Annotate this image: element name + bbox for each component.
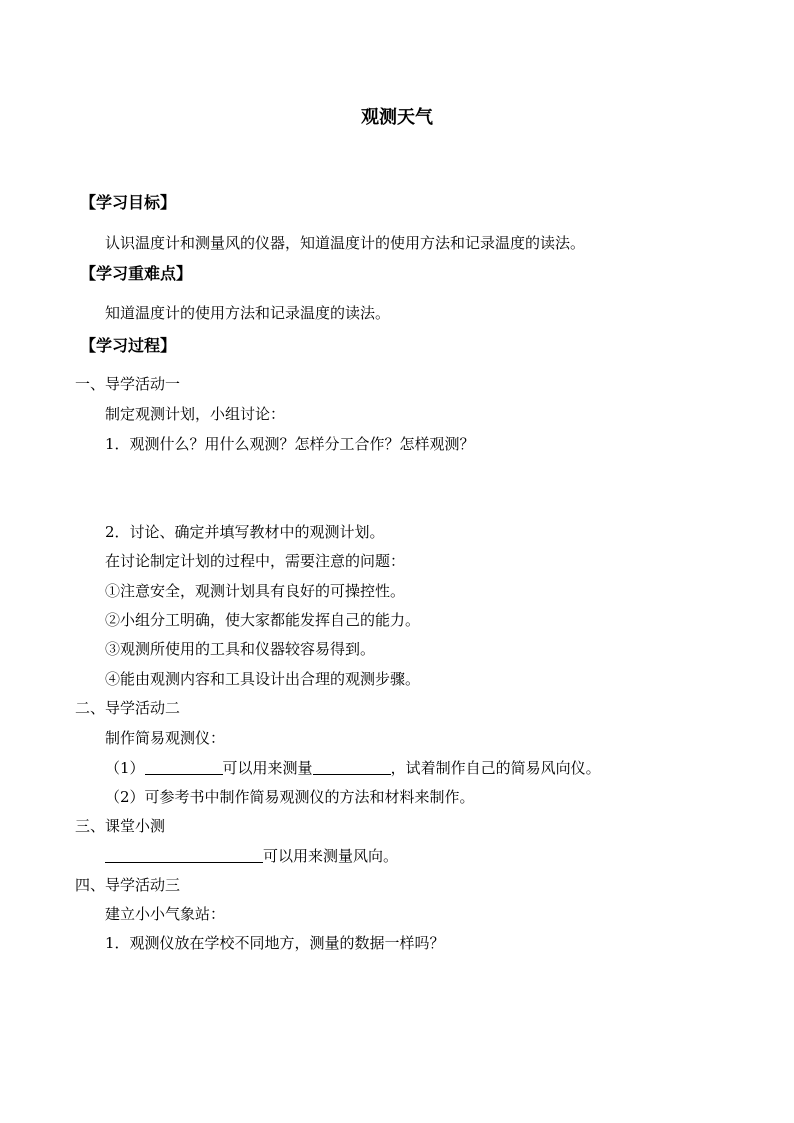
goal-text: 认识温度计和测量风的仪器，知道温度计的使用方法和记录温度的读法。 — [105, 234, 586, 252]
goal-heading: 【学习目标】 — [80, 193, 177, 212]
part3-heading: 三、课堂小测 — [75, 817, 166, 835]
part1-note-3: ③观测所使用的工具和仪器较容易得到。 — [105, 640, 376, 658]
part3-text-suffix: 可以用来测量风向。 — [263, 847, 399, 865]
fill-blank-2[interactable] — [313, 758, 391, 775]
part1-question-2: 2．讨论、确定并填写教材中的观测计划。 — [105, 523, 385, 541]
page-title: 观测天气 — [361, 107, 433, 128]
part1-note-1: ①注意安全，观测计划具有良好的可操控性。 — [105, 582, 406, 600]
part2-heading: 二、导学活动二 — [75, 699, 181, 717]
item1-suffix: ，试着制作自己的简易风向仪。 — [390, 759, 601, 777]
part4-heading: 四、导学活动三 — [75, 876, 181, 894]
part4-question-1: 1．观测仪放在学校不同地方，测量的数据一样吗？ — [105, 934, 445, 952]
part1-note-2: ②小组分工明确，使大家都能发挥自己的能力。 — [105, 611, 421, 629]
item1-mid: 可以用来测量 — [222, 759, 313, 777]
fill-blank-3[interactable] — [105, 846, 263, 863]
part2-item-2: （2）可参考书中制作简易观测仪的方法和材料来制作。 — [105, 788, 475, 806]
part2-item-1 — [105, 758, 601, 778]
part4-intro: 建立小小气象站： — [105, 905, 226, 923]
part1-intro: 制定观测计划，小组讨论： — [105, 405, 286, 423]
part1-note-4: ④能由观测内容和工具设计出合理的观测步骤。 — [105, 670, 421, 688]
part1-note-intro: 在讨论制定计划的过程中，需要注意的问题： — [105, 552, 406, 570]
part2-intro: 制作简易观测仪： — [105, 729, 226, 747]
part1-question-1: 1．观测什么？用什么观测？怎样分工合作？怎样观测？ — [105, 435, 475, 453]
item1-prefix: （1） — [105, 759, 145, 777]
process-heading: 【学习过程】 — [80, 336, 177, 355]
fill-blank-1[interactable] — [145, 758, 223, 775]
part1-heading: 一、导学活动一 — [75, 375, 181, 393]
part3-question — [105, 846, 398, 866]
key-heading: 【学习重难点】 — [80, 264, 193, 283]
key-text: 知道温度计的使用方法和记录温度的读法。 — [105, 304, 391, 322]
